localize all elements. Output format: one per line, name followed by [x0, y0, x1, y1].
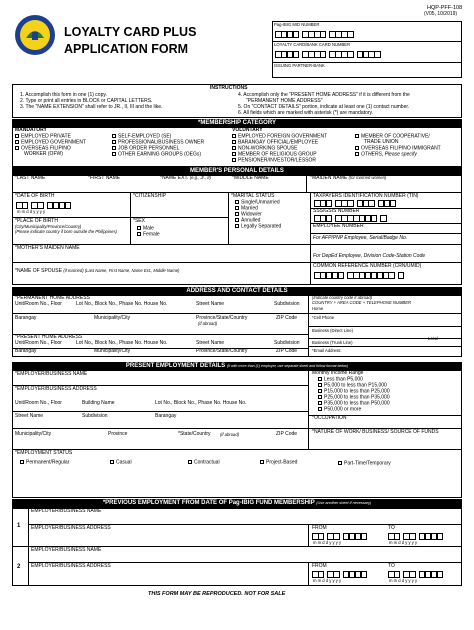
business-direct-label: Business (Direct Line)	[312, 328, 353, 333]
income-5[interactable]: P35,000 to less than P50,000	[318, 401, 390, 407]
previous-header: *PREVIOUS EMPLOYMENT FROM DATE OF Pag-IBIG FUND MEMBERSHIP (Use another sheet if necessary)	[12, 499, 462, 508]
cat-ofw-2: WORKER (OFW)	[24, 151, 63, 157]
deped-label: For DepEd Employee, Division Code-Station Code	[313, 253, 425, 259]
prev2-from-date[interactable]	[312, 571, 366, 578]
cat-religious[interactable]: MEMBER OF RELIGIOUS GROUP	[232, 152, 317, 158]
name-ext-label: *NAME EXT. (e.g., Jr., II)	[160, 175, 211, 181]
prev-row-2-number: 2	[17, 564, 21, 570]
pres-zip-label: ZIP Code	[276, 348, 298, 354]
emp-addr-label: *EMPLOYER/BUSINESS ADDRESS	[15, 386, 97, 392]
prev-row-1-number: 1	[17, 523, 21, 529]
perm-lot-label: Lot No., Block No., Phase No. House No.	[76, 301, 168, 307]
income-4[interactable]: P25,000 to less than P35,000	[318, 395, 390, 401]
emp-zip-label: ZIP Code	[276, 431, 298, 437]
perm-unit-label: Unit/Room No., Floor	[15, 301, 62, 307]
sss-label: SSS/GSIS NUMBER	[313, 208, 360, 214]
emp-brgy-label: Barangay	[155, 413, 177, 419]
dob-field[interactable]	[16, 202, 70, 209]
perm-prov-label: Province/State/Country	[196, 315, 248, 321]
emp-bldg-label: Building Name	[82, 400, 115, 406]
local-label: Local	[428, 336, 439, 341]
prev1-emp-addr-label: EMPLOYER/BUSINESS ADDRESS	[31, 525, 111, 531]
emp-subd-label: Subdivision	[82, 413, 108, 419]
instruction-5: 5. On "CONTACT DETAILS" portion, indicate at least one (1) contact number.	[238, 104, 410, 110]
last-name-input[interactable]	[15, 182, 85, 192]
tin-field[interactable]	[314, 200, 396, 207]
mandatory-label: MANDATORY	[15, 127, 47, 133]
middle-name-label: *MIDDLE NAME	[232, 175, 269, 181]
cat-employed-government[interactable]: EMPLOYED GOVERNMENT	[15, 140, 86, 146]
dob-format: m m d d y y y y	[17, 209, 46, 214]
prev2-to-format: m m d d y y y y	[389, 578, 418, 583]
income-1[interactable]: Less than P5,000	[318, 377, 363, 383]
cat-self-employed[interactable]: SELF-EMPLOYED (SE)	[112, 134, 171, 140]
pob-label: *PLACE OF BIRTH	[15, 218, 58, 224]
permanent-address-label: *PERMANENT HOME ADDRESS	[15, 295, 90, 301]
sex-label: *SEX	[133, 218, 145, 224]
pagibig-logo	[14, 14, 56, 56]
email-label: *Email Address:	[312, 348, 342, 353]
crn-field[interactable]	[314, 272, 404, 279]
cat-job-order[interactable]: JOB ORDER PERSONNEL	[112, 146, 179, 152]
instruction-1: 1. Accomplish this form in one (1) copy.	[20, 92, 107, 98]
crn-label: COMMON REFERENCE NUMBER (CRN/UMID)	[313, 263, 422, 269]
home-phone-label: Home	[312, 306, 324, 311]
emp-muni-label: Municipality/City	[15, 431, 52, 437]
prev2-to-label: TO	[388, 563, 395, 569]
instruction-4: 4. Accomplish only the "PRESENT HOME ADDRESS" if it is different from the	[238, 92, 410, 98]
citizenship-label: *CITIZENSHIP	[133, 193, 167, 199]
instruction-3: 3. The "NAME EXTENSION" shall refer to JR., II, III and the like.	[20, 104, 163, 110]
personal-header: MEMBER'S PERSONAL DETAILS	[12, 167, 462, 175]
ms-separated[interactable]: Legally Separated	[235, 224, 281, 230]
pob-note-1: (City/Municipality/Province/Country)	[15, 224, 82, 229]
income-6[interactable]: P50,000 or more	[318, 407, 361, 413]
emp-street-label: Street Name	[15, 413, 44, 419]
emp-lot-label: Lot No., Block No., Phase No. House No.	[155, 400, 247, 406]
prev1-to-label: TO	[388, 525, 395, 531]
contact-note: (Indicate country code if abroad)	[312, 295, 373, 300]
cat-cooperative-2: TRADE UNION	[364, 139, 399, 145]
prev2-to-date[interactable]	[388, 571, 442, 578]
instructions-title: INSTRUCTIONS	[210, 85, 248, 91]
footer-note: THIS FORM MAY BE REPRODUCED. NOT FOR SALE	[148, 591, 286, 597]
bank-label: ISSUING PARTNER-BANK	[274, 63, 325, 68]
cat-professional[interactable]: PROFESSIONAL/BUSINESS OWNER	[112, 140, 204, 146]
cat-non-working-spouse[interactable]: NON-WORKING SPOUSE	[232, 146, 297, 152]
prev1-from-date[interactable]	[312, 533, 366, 540]
contact-format: COUNTRY + AREA CODE + TELEPHONE NUMBER	[312, 300, 412, 305]
cat-employed-private[interactable]: EMPLOYED PRIVATE	[15, 134, 71, 140]
id-fields-box	[272, 21, 462, 78]
prev1-from-format: m m d d y y y y	[313, 540, 342, 545]
perm-zip-label: ZIP Code	[276, 315, 298, 321]
address-header: ADDRESS AND CONTACT DETAILS	[12, 287, 462, 295]
present-address-label: *PRESENT HOME ADDRESS	[15, 334, 83, 340]
prev2-emp-addr-label: EMPLOYER/BUSINESS ADDRESS	[31, 563, 111, 569]
status-project-based[interactable]: Project-Based	[260, 460, 297, 466]
pres-muni-label: Municipality/City	[94, 348, 131, 354]
ms-widow[interactable]: Widow/er	[235, 212, 262, 218]
emp-name-label: *EMPLOYER/BUSINESS NAME	[15, 371, 88, 377]
status-contractual[interactable]: Contractual	[188, 460, 220, 466]
cat-others[interactable]: OTHERS, Please specify	[355, 152, 417, 158]
pres-street-label: Street Name	[196, 340, 225, 346]
prev2-emp-name-label: EMPLOYER/BUSINESS NAME	[31, 547, 102, 553]
status-part-time[interactable]: Part-Time/Temporary	[338, 461, 391, 467]
tin-label: TAXPAYERS IDENTIFICATION NUMBER (TIN)	[313, 193, 419, 199]
emp-country-label: *State/Country	[178, 431, 211, 437]
pres-brgy-label: Barangay	[15, 348, 37, 354]
card-number-field[interactable]	[275, 51, 380, 58]
voluntary-label: VOLUNTARY	[232, 127, 263, 133]
last-name-label: *LAST NAME	[15, 175, 46, 181]
emp-prov-label: Province	[108, 431, 128, 437]
ms-single[interactable]: Single/Unmarried	[235, 200, 280, 206]
sss-field[interactable]	[314, 215, 386, 222]
spouse-label: *NAME OF SPOUSE (if married) (Last Name, First Name, Name Ext., Middle Name)	[15, 268, 180, 274]
perm-street-label: Street Name	[196, 301, 225, 307]
maiden-name-label: *MAIDEN NAME (for married women)	[310, 175, 387, 181]
cat-cooperative[interactable]: MEMBER OF COOPERATIVE/	[355, 134, 430, 140]
cell-phone-label: *Cell Phone	[312, 315, 335, 320]
prev2-from-label: FROM	[312, 563, 327, 569]
perm-muni-label: Municipality/City	[94, 315, 131, 321]
cat-immigrant[interactable]: OVERSEAS FILIPINO IMMIGRANT	[355, 146, 441, 152]
prev1-from-label: FROM	[312, 525, 327, 531]
pres-unit-label: Unit/Room No., Floor	[15, 340, 62, 346]
prev1-to-format: m m d d y y y y	[389, 540, 418, 545]
card-label: LOYALTY CARD/BANK CARD NUMBER	[274, 42, 351, 47]
perm-abroad-note: (if abroad)	[198, 321, 218, 326]
employee-number-label: EMPLOYEE NUMBER	[313, 223, 364, 229]
mid-number-field[interactable]	[275, 31, 353, 38]
membership-header: *MEMBERSHIP CATEGORY	[12, 119, 462, 127]
cat-barangay[interactable]: BARANGAY OFFICIAL/EMPLOYEE	[232, 140, 318, 146]
pres-prov-label: Province/State/Country	[196, 348, 248, 354]
cat-ofw[interactable]: OVERSEAS FILIPINO	[15, 146, 71, 152]
form-title-line1: LOYALTY CARD PLUS	[64, 25, 197, 39]
occupation-label: *OCCUPATION	[312, 415, 347, 421]
emp-abroad-note: (if abroad)	[220, 431, 240, 437]
dob-label: *DATE OF BIRTH	[15, 193, 55, 199]
employment-status-label: *EMPLOYMENT STATUS	[15, 450, 73, 456]
cat-pensioner[interactable]: PENSIONER/INVESTOR/LESSOR	[232, 158, 316, 164]
mother-name-label: *MOTHER'S MAIDEN NAME	[15, 245, 80, 251]
perm-subd-label: Subdivision	[274, 301, 300, 307]
instruction-2: 2. Type or print all entries in BLOCK or CAPITAL LETTERS.	[20, 98, 153, 104]
pob-note-2: (Please indicate country if born outside the Philippines)	[15, 229, 117, 234]
ms-married[interactable]: Married	[235, 206, 258, 212]
cat-oeg[interactable]: OTHER EARNING GROUPS (OEGs)	[112, 152, 201, 158]
sex-male[interactable]: Male	[137, 226, 154, 232]
prev1-emp-name-label: EMPLOYER/BUSINESS NAME	[31, 508, 102, 514]
ms-annulled[interactable]: Annulled	[235, 218, 260, 224]
form-version: (V05, 10/2019)	[424, 11, 458, 17]
mid-label: Pag-IBIG MID NUMBER	[274, 22, 320, 27]
form-title-line2: APPLICATION FORM	[64, 42, 189, 56]
form-code: HQP-PFF-108	[427, 5, 463, 11]
instruction-4b: "PERMANENT HOME ADDRESS"	[246, 98, 323, 104]
instruction-6: 6. All fields which are marked with asterisk (*) are mandatory.	[238, 110, 373, 116]
pres-lot-label: Lot No., Block No., Phase No. House No.	[76, 340, 168, 346]
afp-label: For AFP/PNP Employee, Serial/Badge No.	[313, 235, 408, 241]
prev1-to-date[interactable]	[388, 533, 442, 540]
status-casual[interactable]: Casual	[110, 460, 132, 466]
nature-of-work-label: *NATURE OF WORK/ BUSINESS/ SOURCE OF FUNDS	[312, 429, 439, 435]
income-range-label: Monthly Income Range	[312, 370, 364, 376]
cat-foreign-gov[interactable]: EMPLOYED FOREIGN GOVERNMENT	[232, 134, 327, 140]
perm-brgy-label: Barangay	[15, 315, 37, 321]
business-trunk-label: Business (Trunk Line)	[312, 340, 353, 345]
pres-subd-label: Subdivision	[274, 340, 300, 346]
status-permanent[interactable]: Permanent/Regular	[20, 460, 69, 466]
sex-female[interactable]: Female	[137, 232, 160, 238]
emp-unit-label: Unit/Room No., Floor	[15, 400, 62, 406]
prev2-from-format: m m d d y y y y	[313, 578, 342, 583]
income-2[interactable]: P5,000 to less than P15,000	[318, 383, 387, 389]
first-name-label: *FIRST NAME	[88, 175, 121, 181]
employment-header: PRESENT EMPLOYMENT DETAILS (If with more than (1) employer, use separate sheet and follow format below)	[12, 362, 462, 370]
marital-label: *MARITAL STATUS	[231, 193, 275, 199]
income-3[interactable]: P15,000 to less than P25,000	[318, 389, 390, 395]
